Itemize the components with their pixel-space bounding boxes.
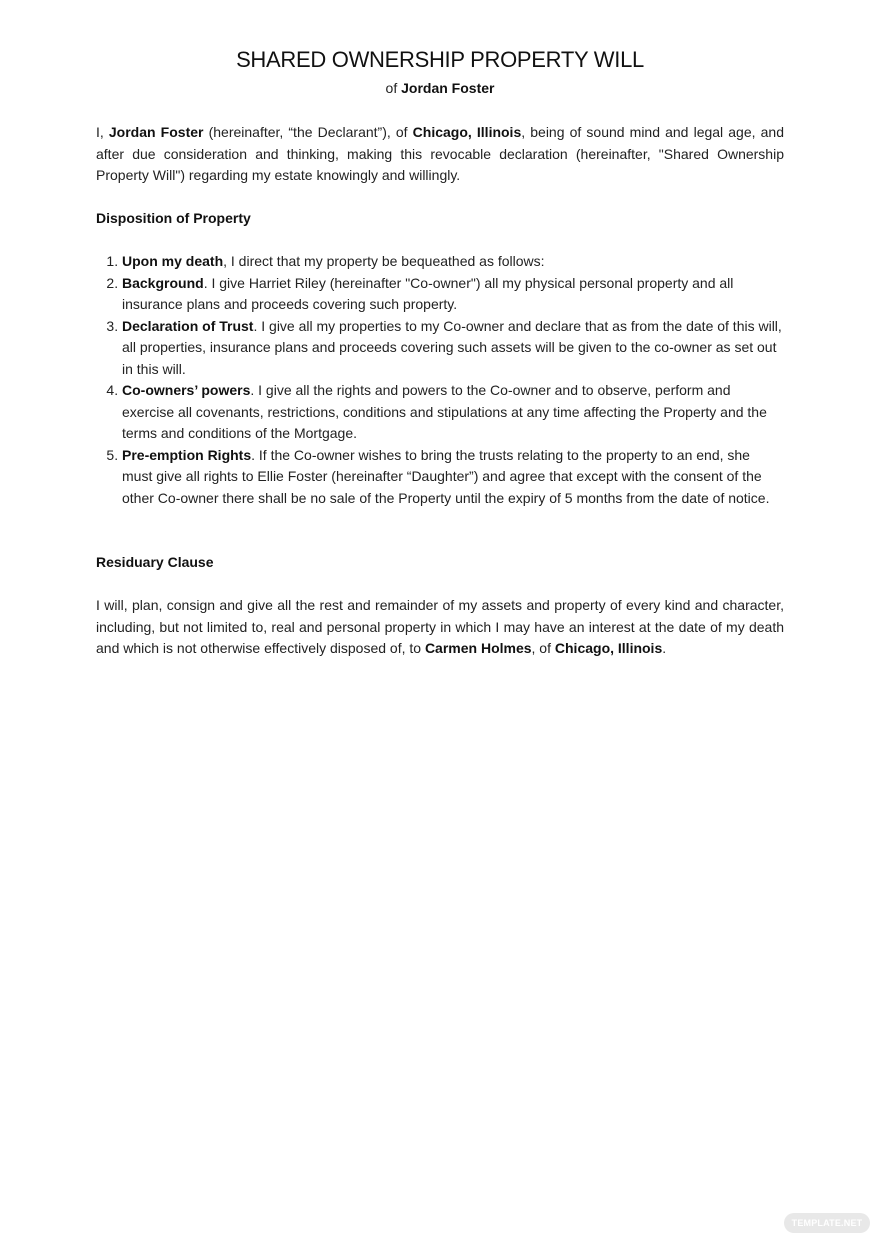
intro-text: (hereinafter, “the Declarant”), of — [203, 124, 413, 140]
subtitle-prefix: of — [385, 80, 402, 96]
intro-text: , being of sound mind and legal age, and after due consideration and thinking, making this revocable declaration (hereinafter, "Shared Ownership Property Will") regarding my estate knowingly and willingly. — [96, 124, 784, 183]
intro-paragraph — [96, 122, 784, 187]
list-item — [122, 273, 784, 316]
item-text: . If the Co-owner wishes to bring the trusts relating to the property to an end, she must give all rights to Ellie Foster (hereinafter “Daughter”) and agree that except with the consent of the other Co-owner there shall be no sale of the Property until the expiry of 5 months from the date of notice. — [122, 446, 770, 506]
list-item — [122, 380, 784, 445]
list-item — [122, 316, 784, 381]
item-title: Upon my death — [122, 253, 224, 269]
disposition-list — [96, 251, 784, 509]
item-text: . I give Harriet Riley (hereinafter "Co-owner") all my physical personal property and all insurance plans and proceeds covering such property. — [122, 274, 734, 312]
residuary-text: , of — [531, 640, 555, 656]
item-title: Co-owners’ powers — [122, 382, 251, 398]
item-title: Pre-emption Rights — [122, 446, 252, 463]
item-title: Background — [122, 274, 204, 291]
declarant-location: Chicago, Illinois — [412, 124, 522, 140]
disposition-heading — [96, 208, 784, 230]
intro-text: I, — [96, 124, 109, 140]
beneficiary-name: Carmen Holmes — [424, 640, 532, 656]
item-text: . I give all the rights and powers to the Co-owner and to observe, perform and exercise all covenants, restrictions, conditions and stipulations at any time affecting the Property and the terms and conditions of the Mortgage. — [122, 382, 767, 441]
item-text: , I direct that my property be bequeathed as follows: — [223, 253, 545, 269]
heading-text: Disposition of Property — [96, 210, 251, 226]
document-page — [96, 44, 784, 660]
beneficiary-location: Chicago, Illinois — [554, 640, 663, 656]
residuary-text: . — [662, 640, 667, 656]
document-subtitle — [96, 76, 784, 100]
declarant-name-bold: Jordan Foster — [108, 124, 204, 140]
item-title: Declaration of Trust — [122, 317, 254, 334]
declarant-name: Jordan Foster — [401, 80, 495, 96]
watermark-logo: TEMPLATE.NET — [784, 1213, 870, 1233]
list-item — [122, 445, 784, 510]
residuary-heading — [96, 552, 784, 574]
document-title: SHARED OWNERSHIP PROPERTY WILL — [236, 47, 644, 72]
residuary-paragraph — [96, 595, 784, 660]
list-item — [122, 251, 784, 273]
item-text: . I give all my properties to my Co-owner and declare that as from the date of this will, all properties, insurance plans and proceeds covering such assets will be given to the co-owner as set out in this will. — [122, 317, 782, 377]
residuary-text: I will, plan, consign and give all the rest and remainder of my assets and property of every kind and character, including, but not limited to, real and personal property in which I may have an interest at the date of my death and which is not otherwise effectively disposed of, to — [96, 597, 784, 656]
heading-text: Residuary Clause — [96, 554, 214, 570]
